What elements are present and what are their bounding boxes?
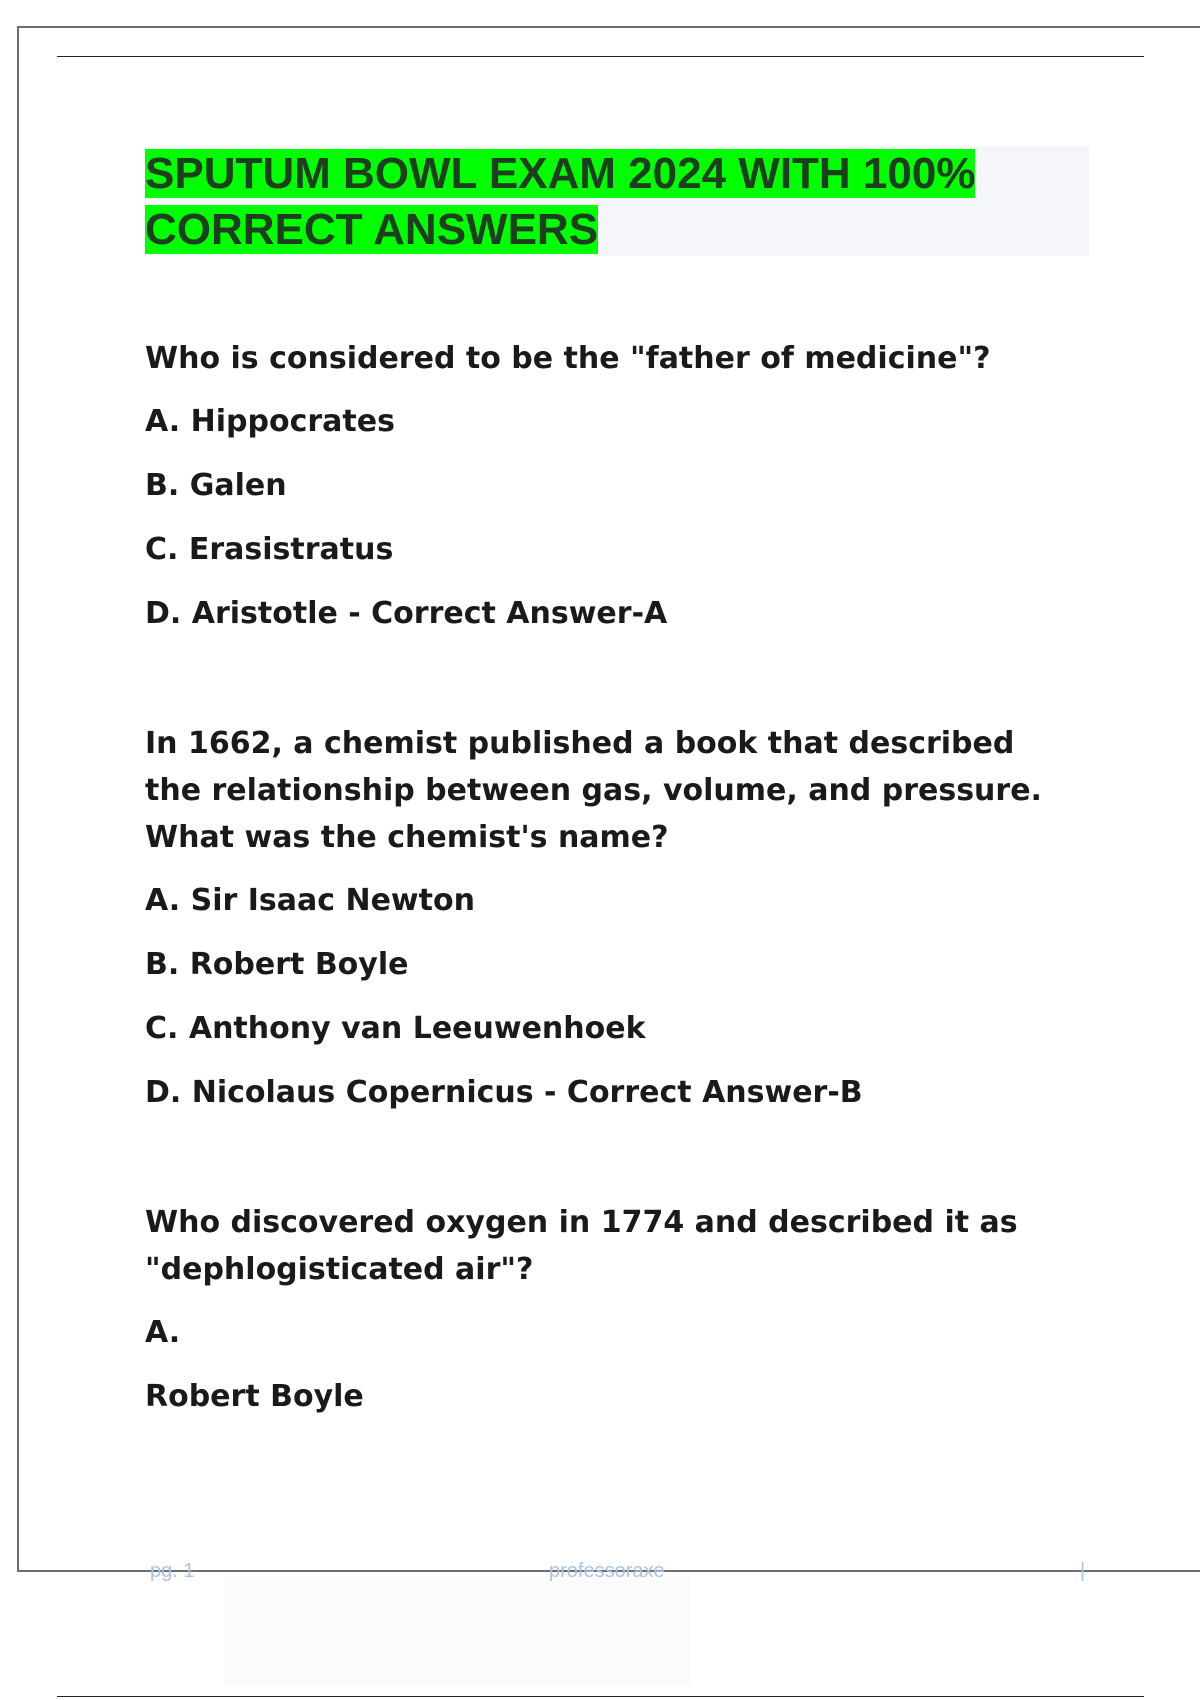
- question-spacer: [145, 637, 1075, 720]
- question-2-option-b: B. Robert Boyle: [145, 947, 409, 982]
- question-3-option-a-answer: Robert Boyle: [145, 1379, 364, 1414]
- question-list: [145, 335, 1075, 1420]
- header-rule: [57, 56, 1144, 57]
- question-3-option-a: A.: [145, 1315, 181, 1350]
- question-2-option-c: C. Anthony van Leeuwenhoek: [145, 1011, 646, 1046]
- question-1-text: Who is considered to be the "father of medicine"?: [145, 341, 991, 376]
- footer-page-number: pg. 1: [150, 1560, 195, 1582]
- question-2-option-d: D. Nicolaus Copernicus - Correct Answer-B: [145, 1075, 863, 1110]
- question-spacer: [145, 1116, 1075, 1199]
- question-1-option-a: A. Hippocrates: [145, 404, 395, 439]
- document-title: [145, 146, 1065, 258]
- question-3-text: Who discovered oxygen in 1774 and described it as "dephlogisticated air"?: [145, 1205, 1018, 1287]
- question-1-option-d: D. Aristotle - Correct Answer-A: [145, 596, 668, 631]
- document-title-text: SPUTUM BOWL EXAM 2024 WITH 100% CORRECT ANSWERS: [145, 149, 976, 254]
- question-1-option-b: B. Galen: [145, 468, 287, 503]
- footer-brand: professoraxe: [549, 1560, 665, 1582]
- bottom-rule: [57, 1696, 1144, 1697]
- question-1-option-c: C. Erasistratus: [145, 532, 394, 567]
- question-2-text: In 1662, a chemist published a book that described the relationship between gas, volume, and pressure. What was the chemist's name?: [145, 726, 1042, 855]
- footer-shadow-area: [225, 1576, 690, 1686]
- question-2-option-a: A. Sir Isaac Newton: [145, 883, 475, 918]
- footer-separator: |: [1080, 1560, 1086, 1582]
